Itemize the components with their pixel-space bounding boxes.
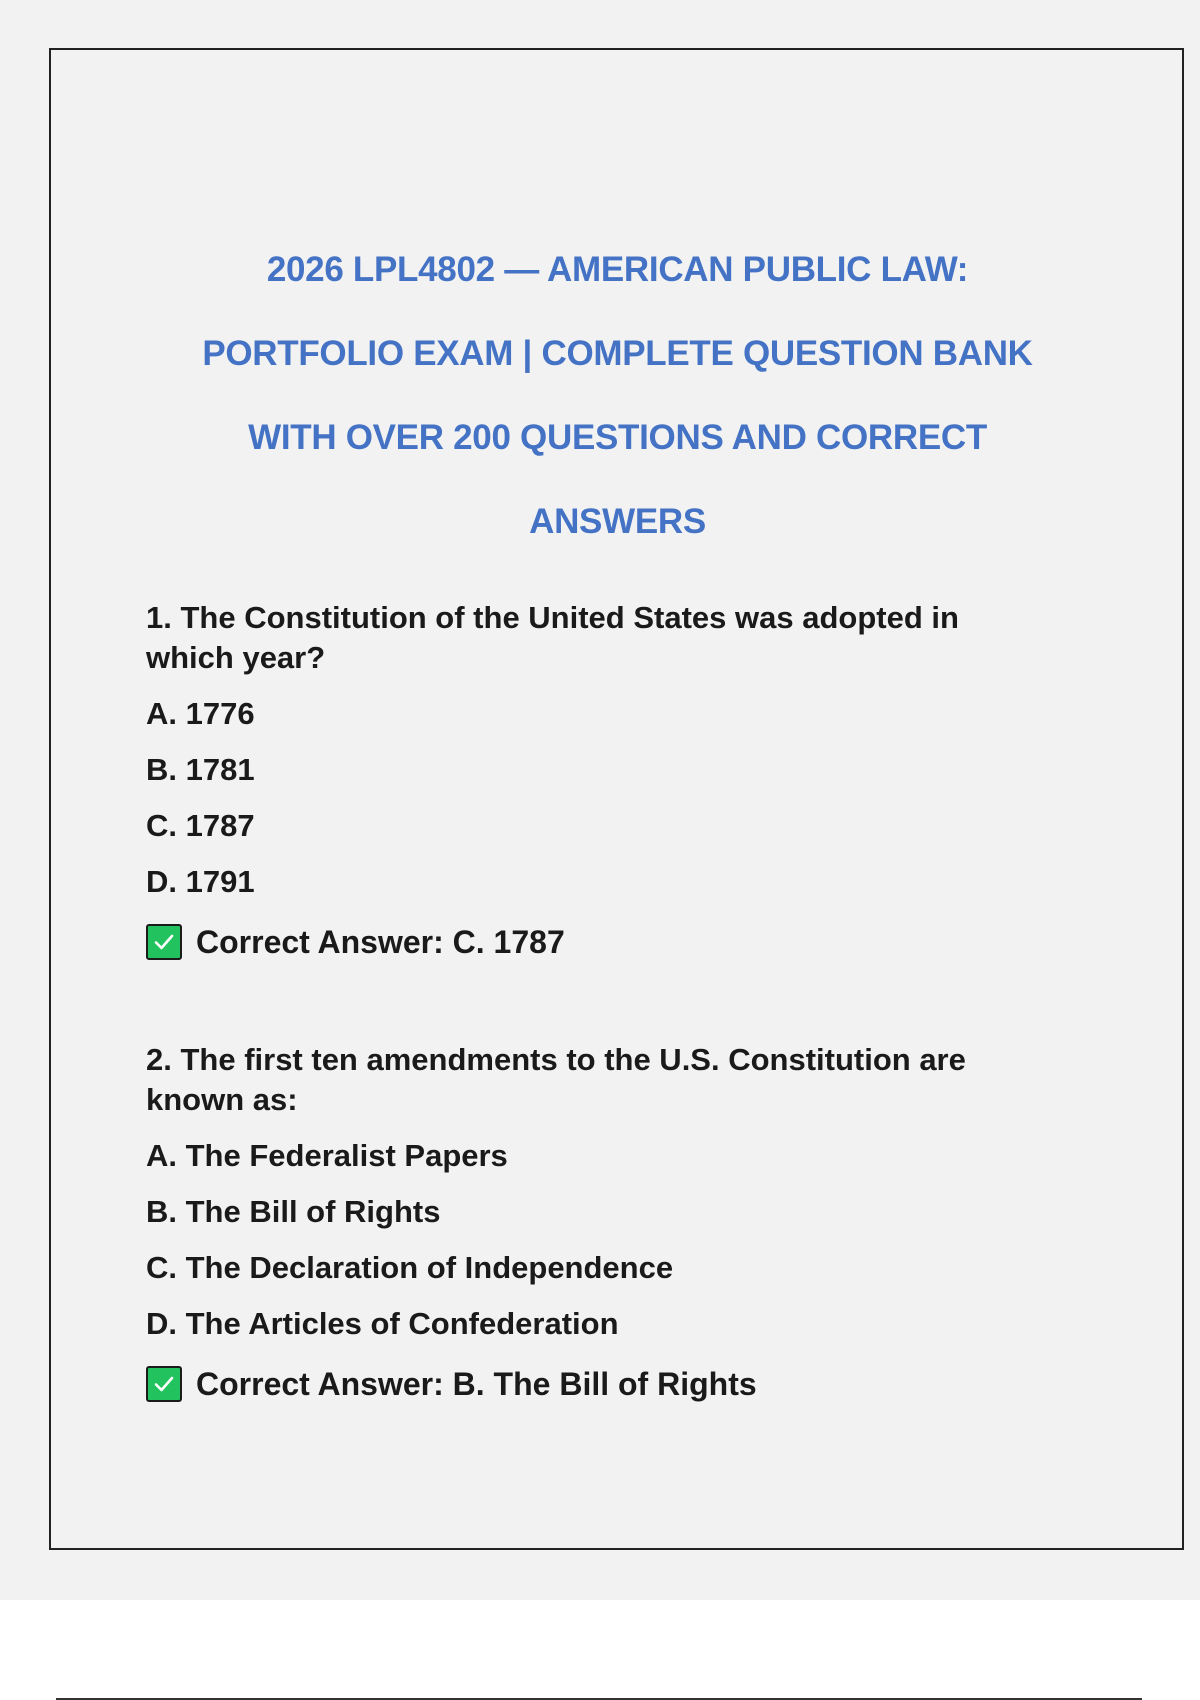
title-line: ANSWERS bbox=[529, 502, 706, 541]
question-1 bbox=[146, 598, 1046, 962]
answer-option: B. 1781 bbox=[146, 752, 255, 787]
checkmark-icon bbox=[146, 924, 182, 960]
answer-option: A. The Federalist Papers bbox=[146, 1138, 508, 1173]
answer-option: A. 1776 bbox=[146, 696, 255, 731]
question-text: 1. The Constitution of the United States was adopted in which year? bbox=[146, 600, 959, 675]
answer-option: C. 1787 bbox=[146, 808, 255, 843]
correct-answer-text: Correct Answer: B. The Bill of Rights bbox=[196, 1365, 757, 1402]
answer-option: D. The Articles of Confederation bbox=[146, 1306, 619, 1341]
title-line: PORTFOLIO EXAM | COMPLETE QUESTION BANK bbox=[202, 334, 1033, 373]
answer-option: D. 1791 bbox=[146, 864, 255, 899]
correct-answer bbox=[146, 922, 1046, 962]
correct-answer-text: Correct Answer: C. 1787 bbox=[196, 923, 565, 960]
title-line: WITH OVER 200 QUESTIONS AND CORRECT bbox=[248, 418, 987, 457]
answer-option: B. The Bill of Rights bbox=[146, 1194, 441, 1229]
document-title bbox=[140, 228, 1095, 564]
question-2 bbox=[146, 1040, 1046, 1404]
question-text: 2. The first ten amendments to the U.S. Constitution are known as: bbox=[146, 1042, 966, 1117]
checkmark-icon bbox=[146, 1366, 182, 1402]
answer-option: C. The Declaration of Independence bbox=[146, 1250, 674, 1285]
title-line: 2026 LPL4802 — AMERICAN PUBLIC LAW: bbox=[266, 250, 969, 289]
correct-answer bbox=[146, 1364, 1046, 1404]
